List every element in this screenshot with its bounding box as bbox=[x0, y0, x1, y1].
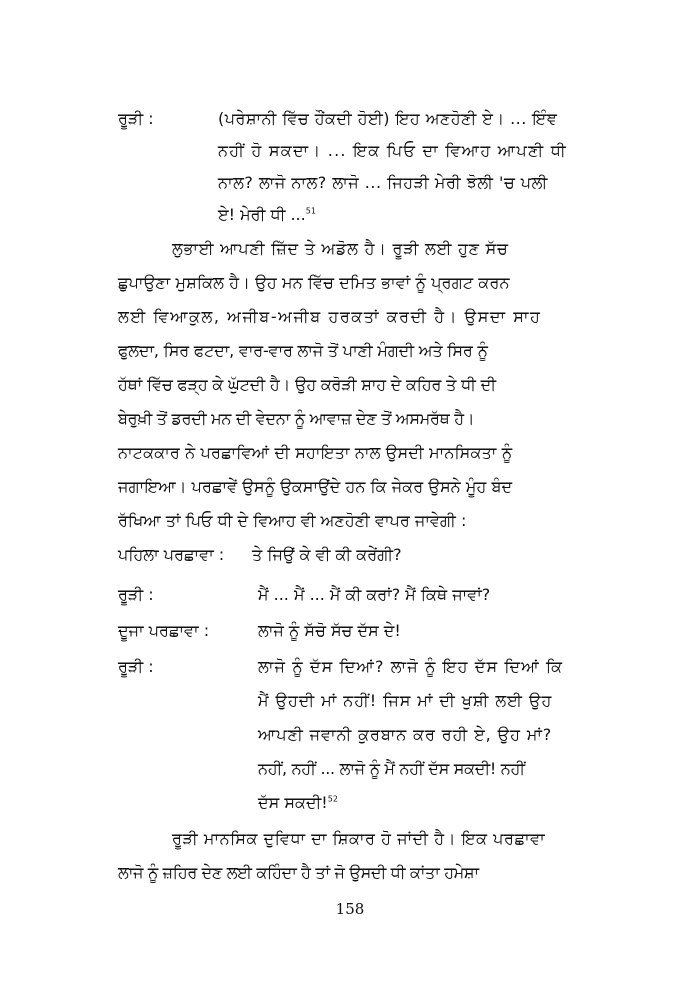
footnote-marker: 52 bbox=[327, 794, 338, 804]
dialogue-line: ਨਹੀਂ, ਨਹੀਂ ... ਲਾਜੋ ਨੂੰ ਮੈਂ ਨਹੀਂ ਦੱਸ ਸਕਦੀ! ਨਹੀਂ bbox=[258, 759, 525, 778]
paragraph-line: ਛੁਪਾਉਣਾ ਮੁਸ਼ਕਿਲ ਹੈ। ਉਹ ਮਨ ਵਿੱਚ ਦਮਿਤ ਭਾਵਾਂ ਨੂੰ ਪ੍ਰਗਟ ਕਰਨ bbox=[118, 273, 510, 292]
dialogue-text: ਦੱਸ ਸਕਦੀ! bbox=[258, 793, 328, 812]
dialogue-line: ਤੇ ਜਿਉਂ ਕੇ ਵੀ ਕੀ ਕਰੇਂਗੀ? bbox=[252, 545, 402, 564]
dialogue-line: ਨਾਲ? ਲਾਜੋ ਨਾਲ? ਲਾਜੋ ... ਜਿਹੜੀ ਮੇਰੀ ਝੋਲੀ 'ਚ ਪਲੀ bbox=[218, 173, 548, 192]
speaker-label: ਰੂੜੀ : bbox=[118, 109, 154, 128]
paragraph-line: ਫੁਲਦਾ, ਸਿਰ ਫਟਦਾ, ਵਾਰ-ਵਾਰ ਲਾਜੋ ਤੋਂ ਪਾਣੀ ਮੰਗਦੀ ਅਤੇ ਸਿਰ ਨੂੰ bbox=[118, 341, 488, 360]
dialogue-line: ਮੈਂ ਉਹਦੀ ਮਾਂ ਨਹੀਂ! ਜਿਸ ਮਾਂ ਦੀ ਖੁਸ਼ੀ ਲਈ ਉਹ bbox=[258, 691, 553, 710]
paragraph-line: ਜਗਾਇਆ। ਪਰਛਾਵੇਂ ਉਸਨੂੰ ਉਕਸਾਉਂਦੇ ਹਨ ਕਿ ਜੇਕਰ ਉਸਨੇ ਮੂੰਹ ਬੰਦ bbox=[118, 477, 513, 496]
paragraph-line: ਲੁਭਾਈ ਆਪਣੀ ਜ਼ਿੱਦ ਤੇ ਅਡੋਲ ਹੈ। ਰੂੜੀ ਲਈ ਹੁਣ ਸੱਚ bbox=[172, 239, 509, 258]
dialogue-line bbox=[218, 204, 316, 226]
dialogue-line: (ਪਰੇਸ਼ਾਨੀ ਵਿੱਚ ਹੌਂਕਦੀ ਹੋਈ) ਇਹ ਅਣਹੋਣੀ ਏ। ... ਇੰਞ bbox=[218, 109, 558, 128]
paragraph-line: ਰੂੜੀ ਮਾਨਸਿਕ ਦੁਵਿਧਾ ਦਾ ਸ਼ਿਕਾਰ ਹੋ ਜਾਂਦੀ ਹੈ। ਇਕ ਪਰਛਾਵਾ bbox=[172, 829, 546, 848]
paragraph-line: ਲਾਜੋ ਨੂੰ ਜ਼ਹਿਰ ਦੇਣ ਲਈ ਕਹਿੰਦਾ ਹੈ ਤਾਂ ਜੋ ਉਸਦੀ ਧੀ ਕਾਂਤਾ ਹਮੇਸ਼ਾ bbox=[118, 863, 479, 882]
paragraph-line: ਹੱਥਾਂ ਵਿੱਚ ਫੜ੍ਹ ਕੇ ਘੁੱਟਦੀ ਹੈ। ਉਹ ਕਰੋੜੀ ਸ਼ਾਹ ਦੇ ਕਹਿਰ ਤੇ ਧੀ ਦੀ bbox=[118, 375, 496, 394]
paragraph-line: ਲਈ ਵਿਆਕੁਲ, ਅਜੀਬ-ਅਜੀਬ ਹਰਕਤਾਂ ਕਰਦੀ ਹੈ। ਉਸਦਾ ਸਾਹ bbox=[118, 307, 542, 326]
dialogue-line bbox=[258, 792, 338, 814]
paragraph-line: ਨਾਟਕਕਾਰ ਨੇ ਪਰਛਾਵਿਆਂ ਦੀ ਸਹਾਇਤਾ ਨਾਲ ਉਸਦੀ ਮਾਨਸਿਕਤਾ ਨੂੰ bbox=[118, 443, 513, 462]
dialogue-line: ਲਾਜੋ ਨੂੰ ਸੱਚੋ ਸੱਚ ਦੱਸ ਦੇ! bbox=[258, 621, 401, 640]
footnote-marker: 51 bbox=[305, 206, 316, 216]
dialogue-line: ਮੈਂ ... ਮੈਂ ... ਮੈਂ ਕੀ ਕਰਾਂ? ਮੈਂ ਕਿਥੇ ਜਾਵਾਂ? bbox=[258, 585, 491, 604]
page-number: 158 bbox=[335, 900, 365, 918]
paragraph-line: ਰੱਖਿਆ ਤਾਂ ਪਿਓ ਧੀ ਦੇ ਵਿਆਹ ਵੀ ਅਣਹੋਣੀ ਵਾਪਰ ਜਾਵੇਗੀ : bbox=[118, 511, 467, 530]
dialogue-line: ਨਹੀਂ ਹੋ ਸਕਦਾ। ... ਇਕ ਪਿਓ ਦਾ ਵਿਆਹ ਆਪਣੀ ਧੀ bbox=[218, 141, 567, 160]
speaker-label: ਪਹਿਲਾ ਪਰਛਾਵਾ : bbox=[118, 545, 225, 564]
dialogue-line: ਆਪਣੀ ਜਵਾਨੀ ਕੁਰਬਾਨ ਕਰ ਰਹੀ ਏ, ਉਹ ਮਾਂ? bbox=[258, 725, 553, 744]
paragraph-line: ਬੇਰੁਖ਼ੀ ਤੋਂ ਡਰਦੀ ਮਨ ਦੀ ਵੇਦਨਾ ਨੂੰ ਆਵਾਜ਼ ਦੇਣ ਤੋਂ ਅਸਮਰੱਥ ਹੈ। bbox=[118, 409, 475, 428]
dialogue-line: ਲਾਜੋ ਨੂੰ ਦੱਸ ਦਿਆਂ? ਲਾਜੋ ਨੂੰ ਇਹ ਦੱਸ ਦਿਆਂ ਕਿ bbox=[258, 657, 564, 676]
speaker-label: ਰੂੜੀ : bbox=[118, 657, 154, 676]
speaker-label: ਦੂਜਾ ਪਰਛਾਵਾ : bbox=[118, 621, 210, 640]
speaker-label: ਰੂੜੀ : bbox=[118, 585, 154, 604]
dialogue-text: ਏ! ਮੇਰੀ ਧੀ ... bbox=[218, 205, 306, 224]
